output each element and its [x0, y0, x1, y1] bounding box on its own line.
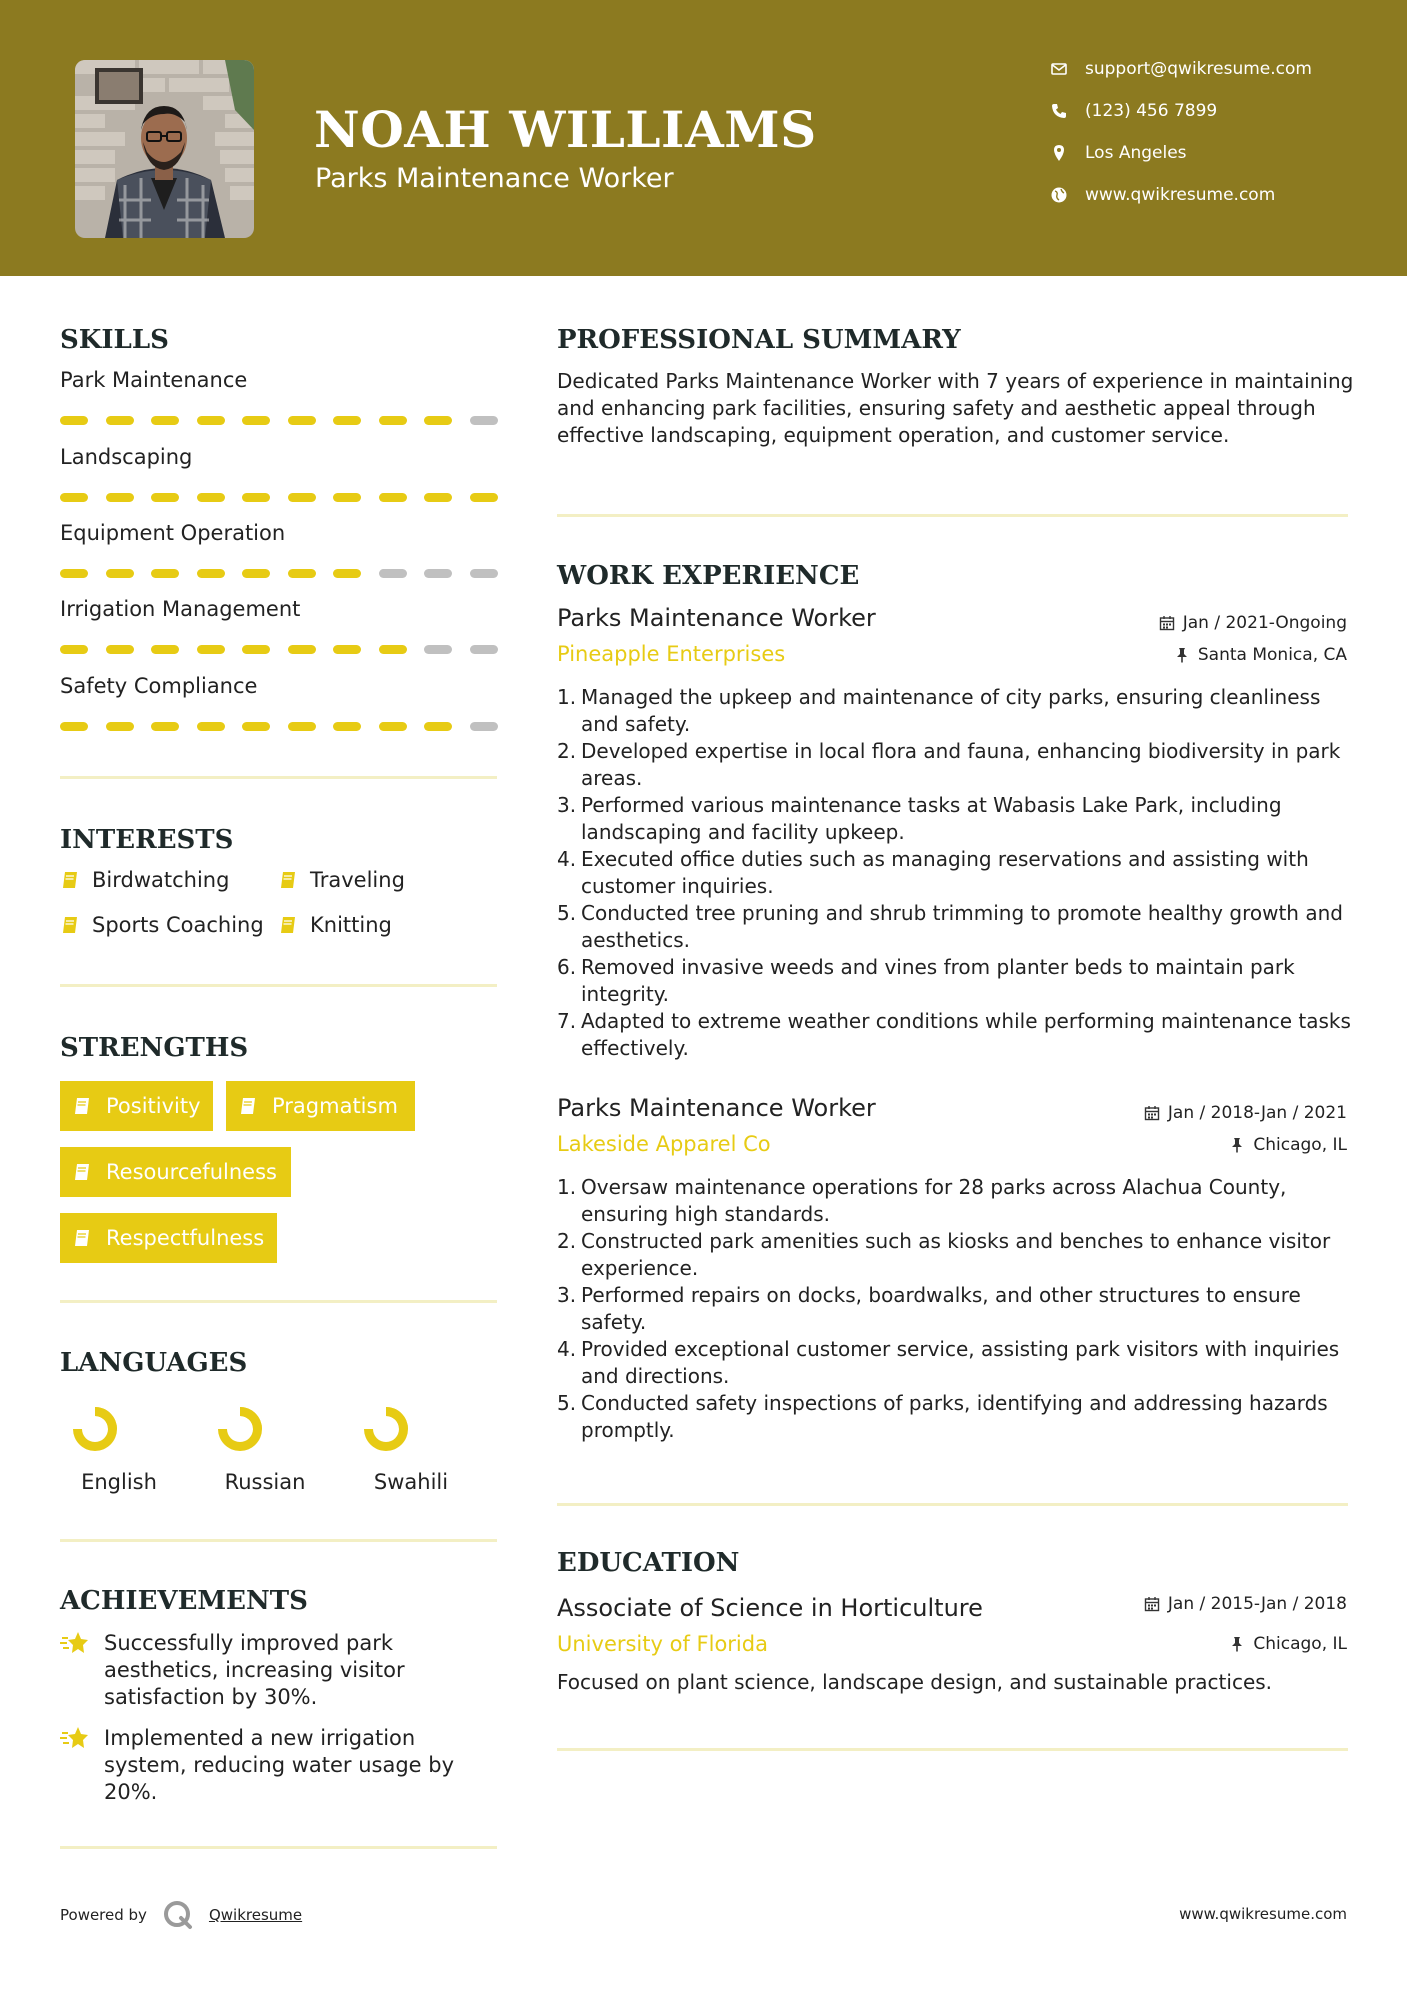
pushpin-icon: [1229, 1636, 1245, 1652]
section-divider: [60, 776, 497, 779]
star-icon: [60, 1628, 90, 1658]
contact-website-text: www.qwikresume.com: [1085, 185, 1276, 205]
star-icon: [60, 1723, 90, 1753]
languages-title: LANGUAGES: [60, 1348, 248, 1378]
interest-label: Sports Coaching: [92, 913, 264, 937]
list-item: 5. Conducted safety inspections of parks, identifying and addressing hazards promptly.: [557, 1390, 1357, 1444]
job-dates: [1159, 613, 1347, 633]
skill-dash: [379, 645, 407, 654]
skill-dash: [242, 569, 270, 578]
skill-dash: [197, 416, 225, 425]
globe-icon: [1050, 186, 1068, 204]
duty-text: Executed office duties such as managing reservations and assisting with customer inquiries.: [581, 847, 1309, 898]
skill-dash: [106, 722, 134, 731]
phone-icon: [1050, 102, 1068, 120]
skill-dash: [379, 722, 407, 731]
skill-dash: [470, 416, 498, 425]
list-item: 4. Executed office duties such as managing reservations and assisting with customer inquiries.: [557, 846, 1357, 900]
book-icon: [72, 1162, 92, 1182]
job-title: Parks Maintenance Worker: [557, 1094, 876, 1122]
interest-item: [60, 868, 229, 892]
skill-dash: [424, 722, 452, 731]
skill-dash: [197, 493, 225, 502]
duty-text: Managed the upkeep and maintenance of city parks, ensuring cleanliness and safety.: [581, 685, 1321, 736]
strength-label: Pragmatism: [272, 1094, 398, 1118]
contact-email[interactable]: [1050, 59, 1312, 79]
strength-tag: [60, 1213, 277, 1263]
powered-by-label: Powered by: [60, 1906, 147, 1924]
job-duties-list: [557, 684, 1357, 1062]
skill-dash: [242, 645, 270, 654]
skill-dash: [151, 493, 179, 502]
job-location: [1229, 1135, 1347, 1155]
education-description: Focused on plant science, landscape design, and sustainable practices.: [557, 1670, 1273, 1694]
interest-item: [60, 913, 264, 937]
skill-dash: [106, 569, 134, 578]
skill-dash: [60, 416, 88, 425]
skill-dash: [424, 416, 452, 425]
language-name: Swahili: [373, 1470, 449, 1494]
job-dates-text: Jan / 2021-Ongoing: [1182, 613, 1347, 633]
language-level-ring: [211, 1400, 269, 1458]
list-item: 1. Oversaw maintenance operations for 28 parks across Alachua County, ensuring high standards.: [557, 1174, 1357, 1228]
interest-label: Knitting: [310, 913, 392, 937]
list-item: 3. Performed various maintenance tasks at Wabasis Lake Park, including landscaping and facility upkeep.: [557, 792, 1357, 846]
language-level-ring: [357, 1400, 415, 1458]
achievement-text: Successfully improved park aesthetics, increasing visitor satisfaction by 30%.: [104, 1631, 405, 1709]
strengths-title: STRENGTHS: [60, 1033, 249, 1063]
skill-dash: [288, 493, 316, 502]
skill-dash: [197, 722, 225, 731]
skill-dash: [333, 645, 361, 654]
list-item: 3. Performed repairs on docks, boardwalks, and other structures to ensure safety.: [557, 1282, 1357, 1336]
job-dates-text: Jan / 2018-Jan / 2021: [1167, 1103, 1347, 1123]
calendar-icon: [1144, 1596, 1160, 1612]
interest-label: Birdwatching: [92, 868, 230, 892]
contact-phone-text: (123) 456 7899: [1085, 101, 1218, 121]
company-name: Pineapple Enterprises: [557, 642, 786, 666]
achievement-text: Implemented a new irrigation system, reducing water usage by 20%.: [104, 1726, 455, 1804]
skill-dash: [470, 493, 498, 502]
job-location-text: Chicago, IL: [1253, 1135, 1347, 1155]
calendar-icon: [1144, 1105, 1160, 1121]
job-location: [1174, 645, 1347, 665]
skill-name: Safety Compliance: [60, 674, 258, 698]
job-dates: [1144, 1103, 1347, 1123]
section-divider: [60, 1300, 497, 1303]
candidate-name: NOAH WILLIAMS: [314, 100, 817, 159]
skill-dash: [106, 493, 134, 502]
education-dates: [1144, 1594, 1347, 1614]
strength-label: Positivity: [106, 1094, 201, 1118]
strength-tag: [60, 1081, 213, 1131]
interest-item: [278, 913, 392, 937]
header-band: [0, 0, 1407, 276]
education-location: [1229, 1634, 1347, 1654]
list-item: 5. Conducted tree pruning and shrub trimming to promote healthy growth and aesthetics.: [557, 900, 1357, 954]
skill-name: Irrigation Management: [60, 597, 301, 621]
skill-dash: [60, 493, 88, 502]
skill-dash: [470, 645, 498, 654]
achievement-item: [60, 1725, 460, 1806]
skill-dash: [197, 645, 225, 654]
map-pin-icon: [1050, 144, 1068, 162]
skill-dash: [379, 493, 407, 502]
section-divider: [60, 1539, 497, 1542]
skill-dash: [151, 722, 179, 731]
calendar-icon: [1159, 615, 1175, 631]
book-icon: [72, 1228, 92, 1248]
skill-dash: [60, 722, 88, 731]
skill-dash: [288, 645, 316, 654]
book-icon: [278, 915, 298, 935]
job-duties-list: [557, 1174, 1357, 1444]
skill-dash: [333, 493, 361, 502]
achievement-item: [60, 1630, 460, 1711]
strength-tag: [226, 1081, 415, 1131]
skill-dash: [470, 722, 498, 731]
list-item: 7. Adapted to extreme weather conditions while performing maintenance tasks effectively.: [557, 1008, 1357, 1062]
book-icon: [72, 1096, 92, 1116]
book-icon: [60, 915, 80, 935]
language-name: Russian: [224, 1470, 306, 1494]
skill-dash: [288, 569, 316, 578]
interests-title: INTERESTS: [60, 825, 234, 855]
language-level-ring: [66, 1400, 124, 1458]
skill-dash: [242, 416, 270, 425]
experience-title: WORK EXPERIENCE: [557, 561, 860, 591]
pushpin-icon: [1174, 647, 1190, 663]
duty-text: Oversaw maintenance operations for 28 parks across Alachua County, ensuring high standards.: [581, 1175, 1287, 1226]
skill-dash: [379, 416, 407, 425]
interest-label: Traveling: [310, 868, 405, 892]
school-name: University of Florida: [557, 1632, 768, 1656]
skill-dash: [197, 569, 225, 578]
contact-email-text: support@qwikresume.com: [1085, 59, 1312, 79]
contact-location: [1050, 143, 1187, 163]
skill-name: Park Maintenance: [60, 368, 248, 392]
book-icon: [278, 870, 298, 890]
list-item: 1. Managed the upkeep and maintenance of city parks, ensuring cleanliness and safety.: [557, 684, 1357, 738]
skill-dash: [424, 493, 452, 502]
contact-website[interactable]: [1050, 185, 1275, 205]
job-title: Parks Maintenance Worker: [557, 604, 876, 632]
qwikresume-link[interactable]: Qwikresume: [208, 1906, 303, 1924]
list-item: 2. Developed expertise in local flora and fauna, enhancing biodiversity in park areas.: [557, 738, 1357, 792]
profile-photo: [75, 60, 254, 238]
candidate-role: Parks Maintenance Worker: [315, 163, 674, 194]
contact-phone[interactable]: [1050, 101, 1217, 121]
skill-name: Landscaping: [60, 445, 193, 469]
skill-dash: [60, 645, 88, 654]
skill-dash: [470, 569, 498, 578]
degree-title: Associate of Science in Horticulture: [557, 1594, 983, 1622]
duty-text: Removed invasive weeds and vines from planter beds to maintain park integrity.: [581, 955, 1295, 1006]
skill-dash: [106, 416, 134, 425]
education-location-text: Chicago, IL: [1253, 1634, 1347, 1654]
skills-title: SKILLS: [60, 325, 169, 355]
job-location-text: Santa Monica, CA: [1197, 645, 1347, 665]
qwikresume-logo-icon: [161, 1898, 195, 1932]
section-divider: [60, 1846, 497, 1849]
summary-text: Dedicated Parks Maintenance Worker with 7 years of experience in maintaining and enhancing park facilities, ensuring safety and aesthetic appeal through effective landscaping, equipment operation, and customer service.: [557, 369, 1354, 447]
list-item: 2. Constructed park amenities such as kiosks and benches to enhance visitor experience.: [557, 1228, 1357, 1282]
section-divider: [557, 514, 1348, 517]
contact-location-text: Los Angeles: [1085, 143, 1187, 163]
pushpin-icon: [1229, 1137, 1245, 1153]
strength-label: Resourcefulness: [106, 1160, 277, 1184]
duty-text: Developed expertise in local flora and fauna, enhancing biodiversity in park areas.: [581, 739, 1341, 790]
section-divider: [557, 1748, 1348, 1751]
book-icon: [238, 1096, 258, 1116]
skill-dash: [333, 416, 361, 425]
duty-text: Adapted to extreme weather conditions while performing maintenance tasks effectively.: [581, 1009, 1351, 1060]
section-divider: [557, 1503, 1348, 1506]
duty-text: Conducted safety inspections of parks, identifying and addressing hazards promptly.: [581, 1391, 1328, 1442]
envelope-icon: [1050, 60, 1068, 78]
book-icon: [60, 870, 80, 890]
skill-dash: [424, 569, 452, 578]
education-dates-text: Jan / 2015-Jan / 2018: [1167, 1594, 1347, 1614]
skill-dash: [242, 722, 270, 731]
summary-title: PROFESSIONAL SUMMARY: [557, 325, 961, 355]
interest-item: [278, 868, 405, 892]
footer-powered-by: [60, 1898, 302, 1932]
skill-dash: [333, 722, 361, 731]
achievements-title: ACHIEVEMENTS: [60, 1586, 308, 1616]
duty-text: Constructed park amenities such as kiosks and benches to enhance visitor experience.: [581, 1229, 1331, 1280]
company-name: Lakeside Apparel Co: [557, 1132, 771, 1156]
skill-dash: [288, 722, 316, 731]
list-item: 6. Removed invasive weeds and vines from planter beds to maintain park integrity.: [557, 954, 1357, 1008]
skill-name: Equipment Operation: [60, 521, 286, 545]
strength-label: Respectfulness: [106, 1226, 265, 1250]
duty-text: Performed repairs on docks, boardwalks, and other structures to ensure safety.: [581, 1283, 1301, 1334]
skill-dash: [288, 416, 316, 425]
strength-tag: [60, 1147, 291, 1197]
skill-dash: [151, 645, 179, 654]
duty-text: Conducted tree pruning and shrub trimming to promote healthy growth and aesthetics.: [581, 901, 1343, 952]
skill-dash: [333, 569, 361, 578]
footer-website[interactable]: www.qwikresume.com: [1179, 1905, 1347, 1923]
duty-text: Provided exceptional customer service, assisting park visitors with inquiries and directions.: [581, 1337, 1340, 1388]
skill-dash: [151, 569, 179, 578]
list-item: 4. Provided exceptional customer service, assisting park visitors with inquiries and directions.: [557, 1336, 1357, 1390]
skill-dash: [151, 416, 179, 425]
skill-dash: [379, 569, 407, 578]
section-divider: [60, 984, 497, 987]
skill-dash: [424, 645, 452, 654]
language-name: English: [81, 1470, 157, 1494]
skill-dash: [106, 645, 134, 654]
duty-text: Performed various maintenance tasks at Wabasis Lake Park, including landscaping and facility upkeep.: [581, 793, 1282, 844]
education-title: EDUCATION: [557, 1548, 740, 1578]
skill-dash: [60, 569, 88, 578]
skill-dash: [242, 493, 270, 502]
